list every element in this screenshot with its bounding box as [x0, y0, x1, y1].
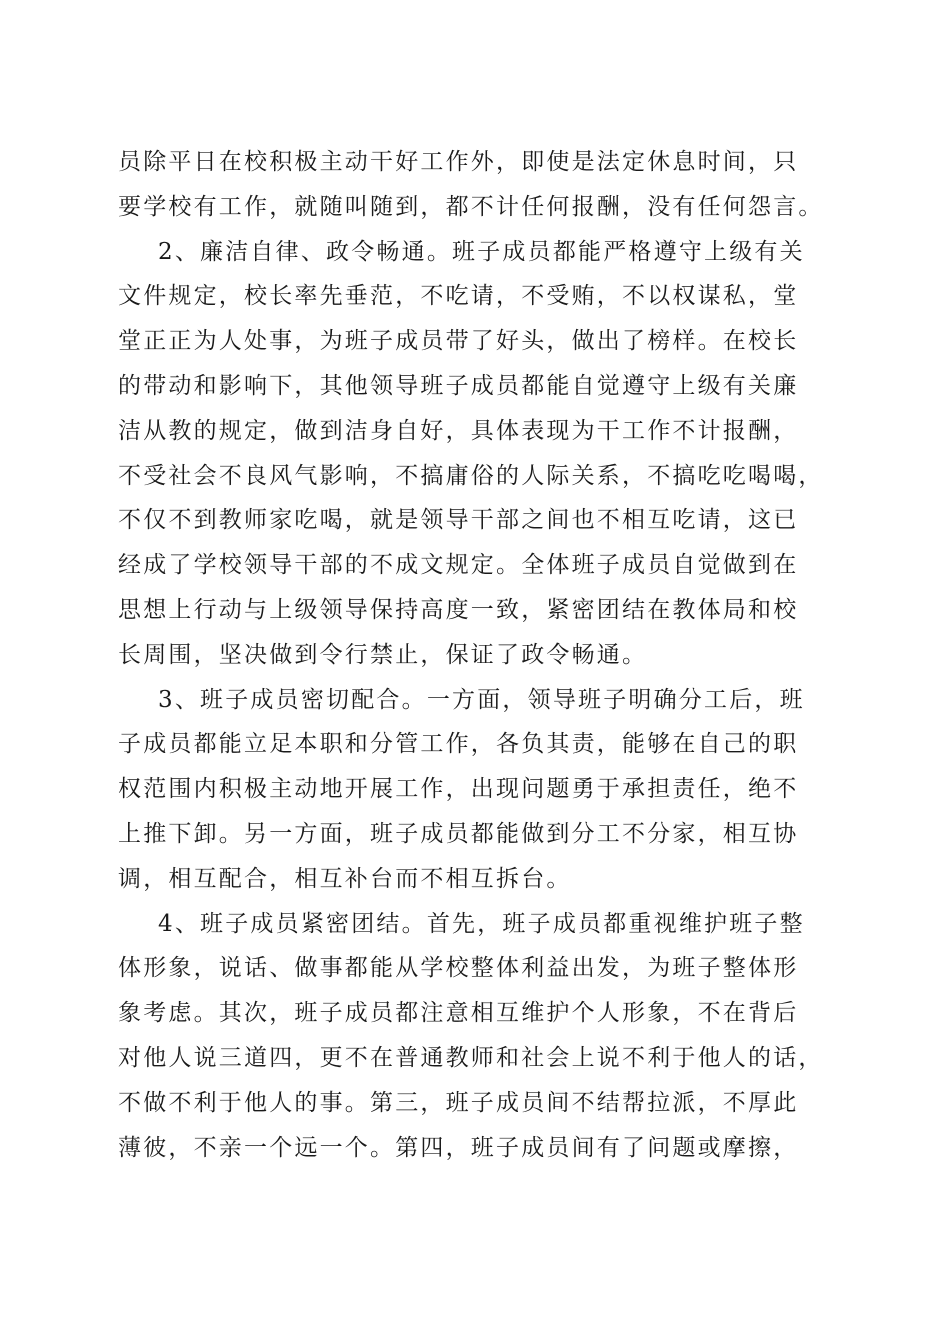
text-line: 洁从教的规定，做到洁身自好，具体表现为干工作不计报酬，: [118, 417, 799, 444]
text-line: 不仅不到教师家吃喝，就是领导干部之间也不相互吃请，这已: [118, 507, 799, 534]
text-line: 要学校有工作，就随叫随到，都不计任何报酬，没有任何怨言。: [118, 193, 824, 220]
text-line: 思想上行动与上级领导保持高度一致，紧密团结在教体局和校: [118, 596, 799, 623]
text-line: 堂正正为人处事，为班子成员带了好头，做出了榜样。在校长: [118, 328, 799, 355]
text-line: 经成了学校领导干部的不成文规定。全体班子成员自觉做到在: [118, 552, 799, 579]
text-line: 体形象，说话、做事都能从学校整体利益出发，为班子整体形: [118, 955, 799, 982]
text-line: 上推下卸。另一方面，班子成员都能做到分工不分家，相互协: [118, 820, 799, 847]
text-line: 调，相互配合，相互补台而不相互拆台。: [118, 865, 572, 892]
text-line: 员除平日在校积极主动干好工作外，即使是法定休息时间，只: [118, 149, 799, 175]
text-line: 薄彼，不亲一个远一个。第四，班子成员间有了问题或摩擦，: [118, 1134, 799, 1161]
text-line: 长周围，坚决做到令行禁止，保证了政令畅通。: [118, 641, 648, 668]
document-body: [118, 140, 838, 1170]
text-line: 不受社会不良风气影响，不搞庸俗的人际关系，不搞吃吃喝喝，: [118, 462, 824, 489]
text-line: 的带动和影响下，其他领导班子成员都能自觉遵守上级有关廉: [118, 372, 799, 399]
paragraph-start-line: 4、班子成员紧密团结。首先，班子成员都重视维护班子整: [158, 910, 805, 937]
text-line: 象考虑。其次，班子成员都注意相互维护个人形象，不在背后: [118, 1000, 799, 1027]
paragraph-start-line: 3、班子成员密切配合。一方面，领导班子明确分工后，班: [158, 686, 805, 713]
text-line: 权范围内积极主动地开展工作，出现问题勇于承担责任，绝不: [118, 776, 799, 803]
text-line: 对他人说三道四，更不在普通教师和社会上说不利于他人的话，: [118, 1044, 824, 1071]
text-line: 子成员都能立足本职和分管工作，各负其责，能够在自己的职: [118, 731, 799, 758]
paragraph-start-line: 2、廉洁自律、政令畅通。班子成员都能严格遵守上级有关: [158, 238, 805, 265]
text-line: 文件规定，校长率先垂范，不吃请，不受贿，不以权谋私，堂: [118, 283, 799, 310]
text-line: 不做不利于他人的事。第三，班子成员间不结帮拉派，不厚此: [118, 1089, 799, 1116]
